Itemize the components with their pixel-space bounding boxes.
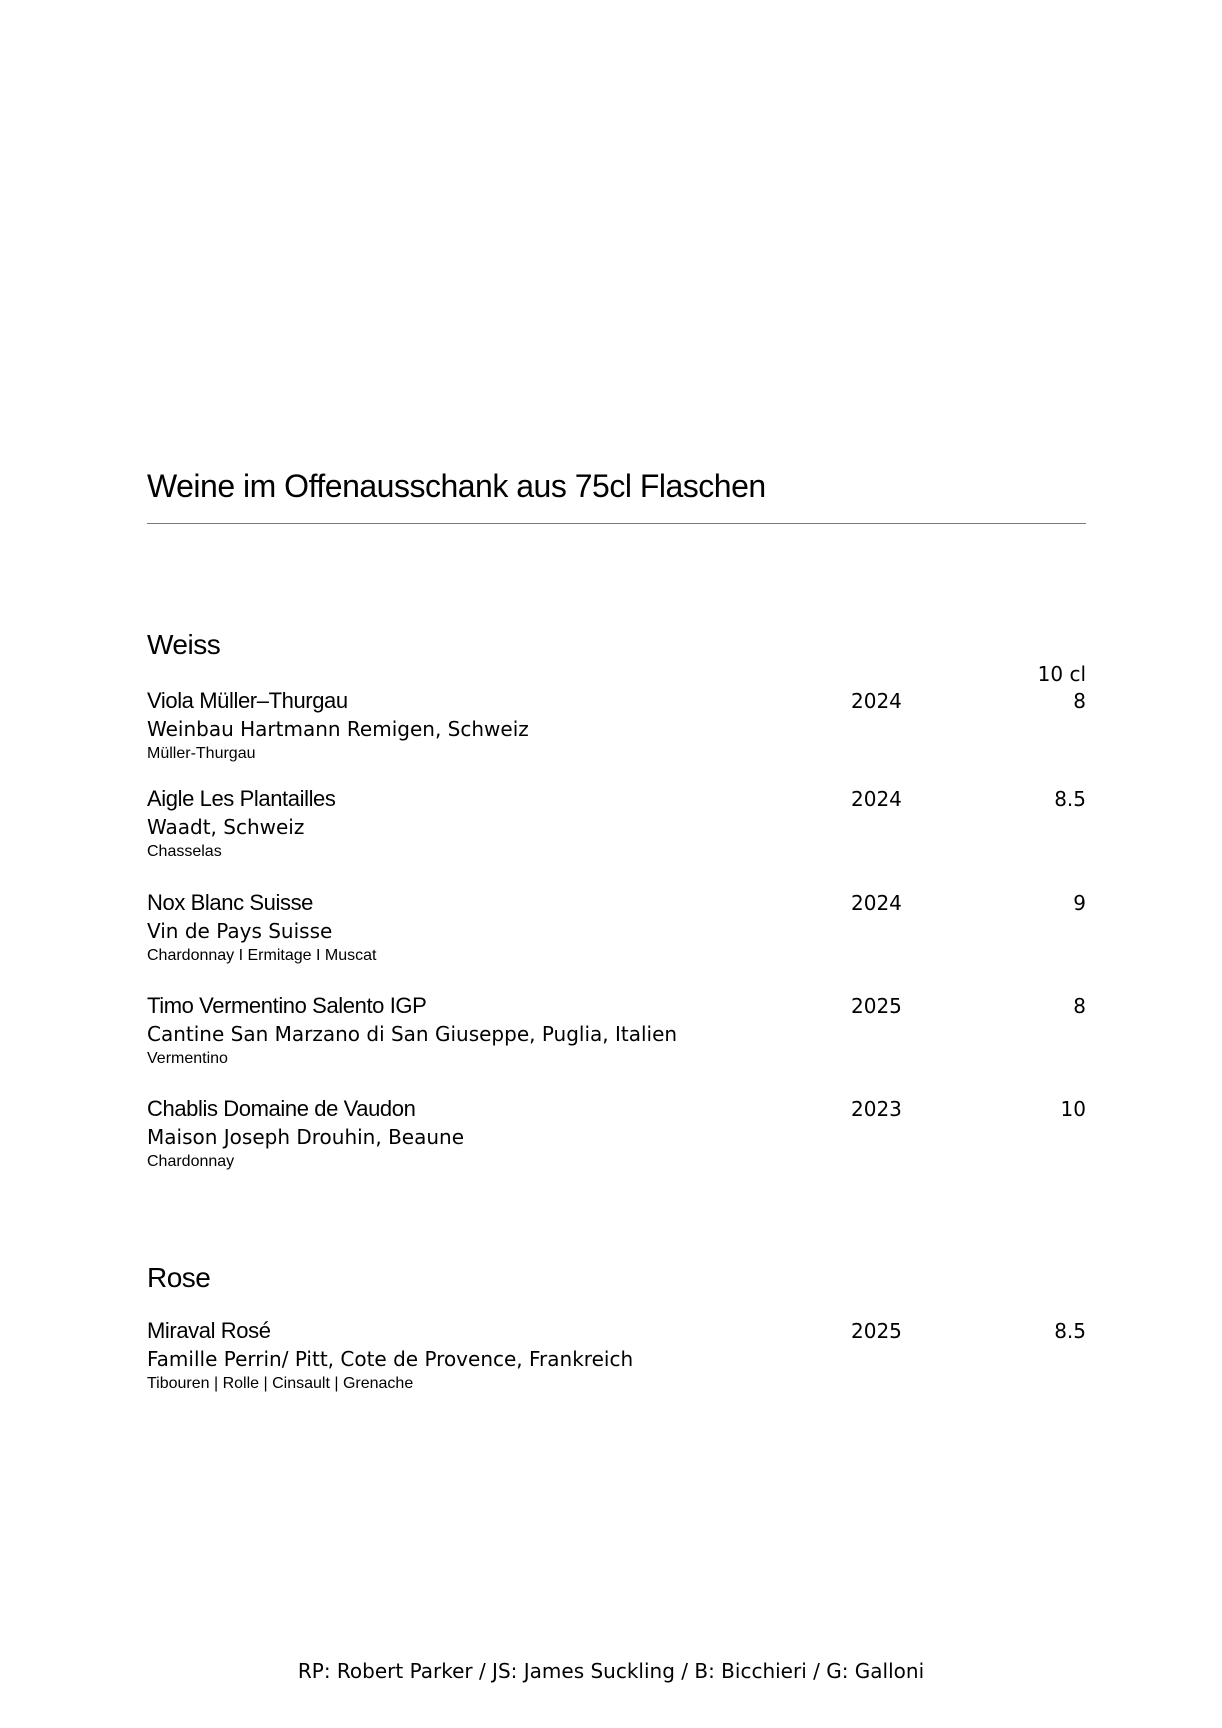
- footer-rating-legend: RP: Robert Parker / JS: James Suckling / B: Bicchieri / G: Galloni: [297, 1659, 925, 1683]
- wine-name: Chablis Domaine de Vaudon: [147, 1096, 416, 1121]
- wine-price: 8.5: [1054, 1319, 1086, 1343]
- wine-entry: [147, 1096, 1086, 1176]
- wine-name: Nox Blanc Suisse: [147, 890, 314, 915]
- wine-price: 8: [1073, 689, 1086, 713]
- wine-price: 10: [1060, 1097, 1086, 1121]
- wine-price: 8.5: [1054, 787, 1086, 811]
- wine-producer: Weinbau Hartmann Remigen, Schweiz: [147, 717, 529, 741]
- wine-grapes: Chardonnay: [147, 1153, 235, 1170]
- wine-price: 9: [1073, 891, 1086, 915]
- wine-entry: [147, 786, 1086, 866]
- wine-entry: [147, 688, 1086, 768]
- wine-year: 2025: [851, 994, 902, 1018]
- wine-grapes: Vermentino: [147, 1050, 228, 1067]
- section-heading-weiss: Weiss: [147, 629, 221, 660]
- wine-year: 2024: [851, 787, 902, 811]
- wine-grapes: Tibouren | Rolle | Cinsault | Grenache: [147, 1375, 414, 1392]
- wine-grapes: Chasselas: [147, 843, 222, 860]
- wine-name: Timo Vermentino Salento IGP: [147, 993, 427, 1018]
- wine-year: 2025: [851, 1319, 902, 1343]
- wine-entry: [147, 1318, 1086, 1398]
- wine-producer: Waadt, Schweiz: [147, 815, 305, 839]
- wine-year: 2023: [851, 1097, 902, 1121]
- title-divider: [147, 523, 1086, 524]
- wine-grapes: Chardonnay I Ermitage I Muscat: [147, 947, 377, 964]
- wine-producer: Cantine San Marzano di San Giuseppe, Puglia, Italien: [147, 1022, 678, 1046]
- page-title: Weine im Offenausschank aus 75cl Flaschen: [147, 468, 766, 504]
- wine-name: Viola Müller–Thurgau: [147, 688, 348, 713]
- wine-grapes: Müller-Thurgau: [147, 745, 256, 762]
- wine-producer: Maison Joseph Drouhin, Beaune: [147, 1125, 465, 1149]
- wine-name: Aigle Les Plantailles: [147, 786, 336, 811]
- column-header-10cl: 10 cl: [1037, 662, 1086, 686]
- wine-year: 2024: [851, 891, 902, 915]
- wine-entry: [147, 993, 1086, 1073]
- section-heading-rose: Rose: [147, 1262, 211, 1293]
- wine-producer: Vin de Pays Suisse: [147, 919, 333, 943]
- wine-price: 8: [1073, 994, 1086, 1018]
- wine-name: Miraval Rosé: [147, 1318, 271, 1343]
- wine-producer: Famille Perrin/ Pitt, Cote de Provence, Frankreich: [147, 1347, 634, 1371]
- wine-year: 2024: [851, 689, 902, 713]
- wine-entry: [147, 890, 1086, 970]
